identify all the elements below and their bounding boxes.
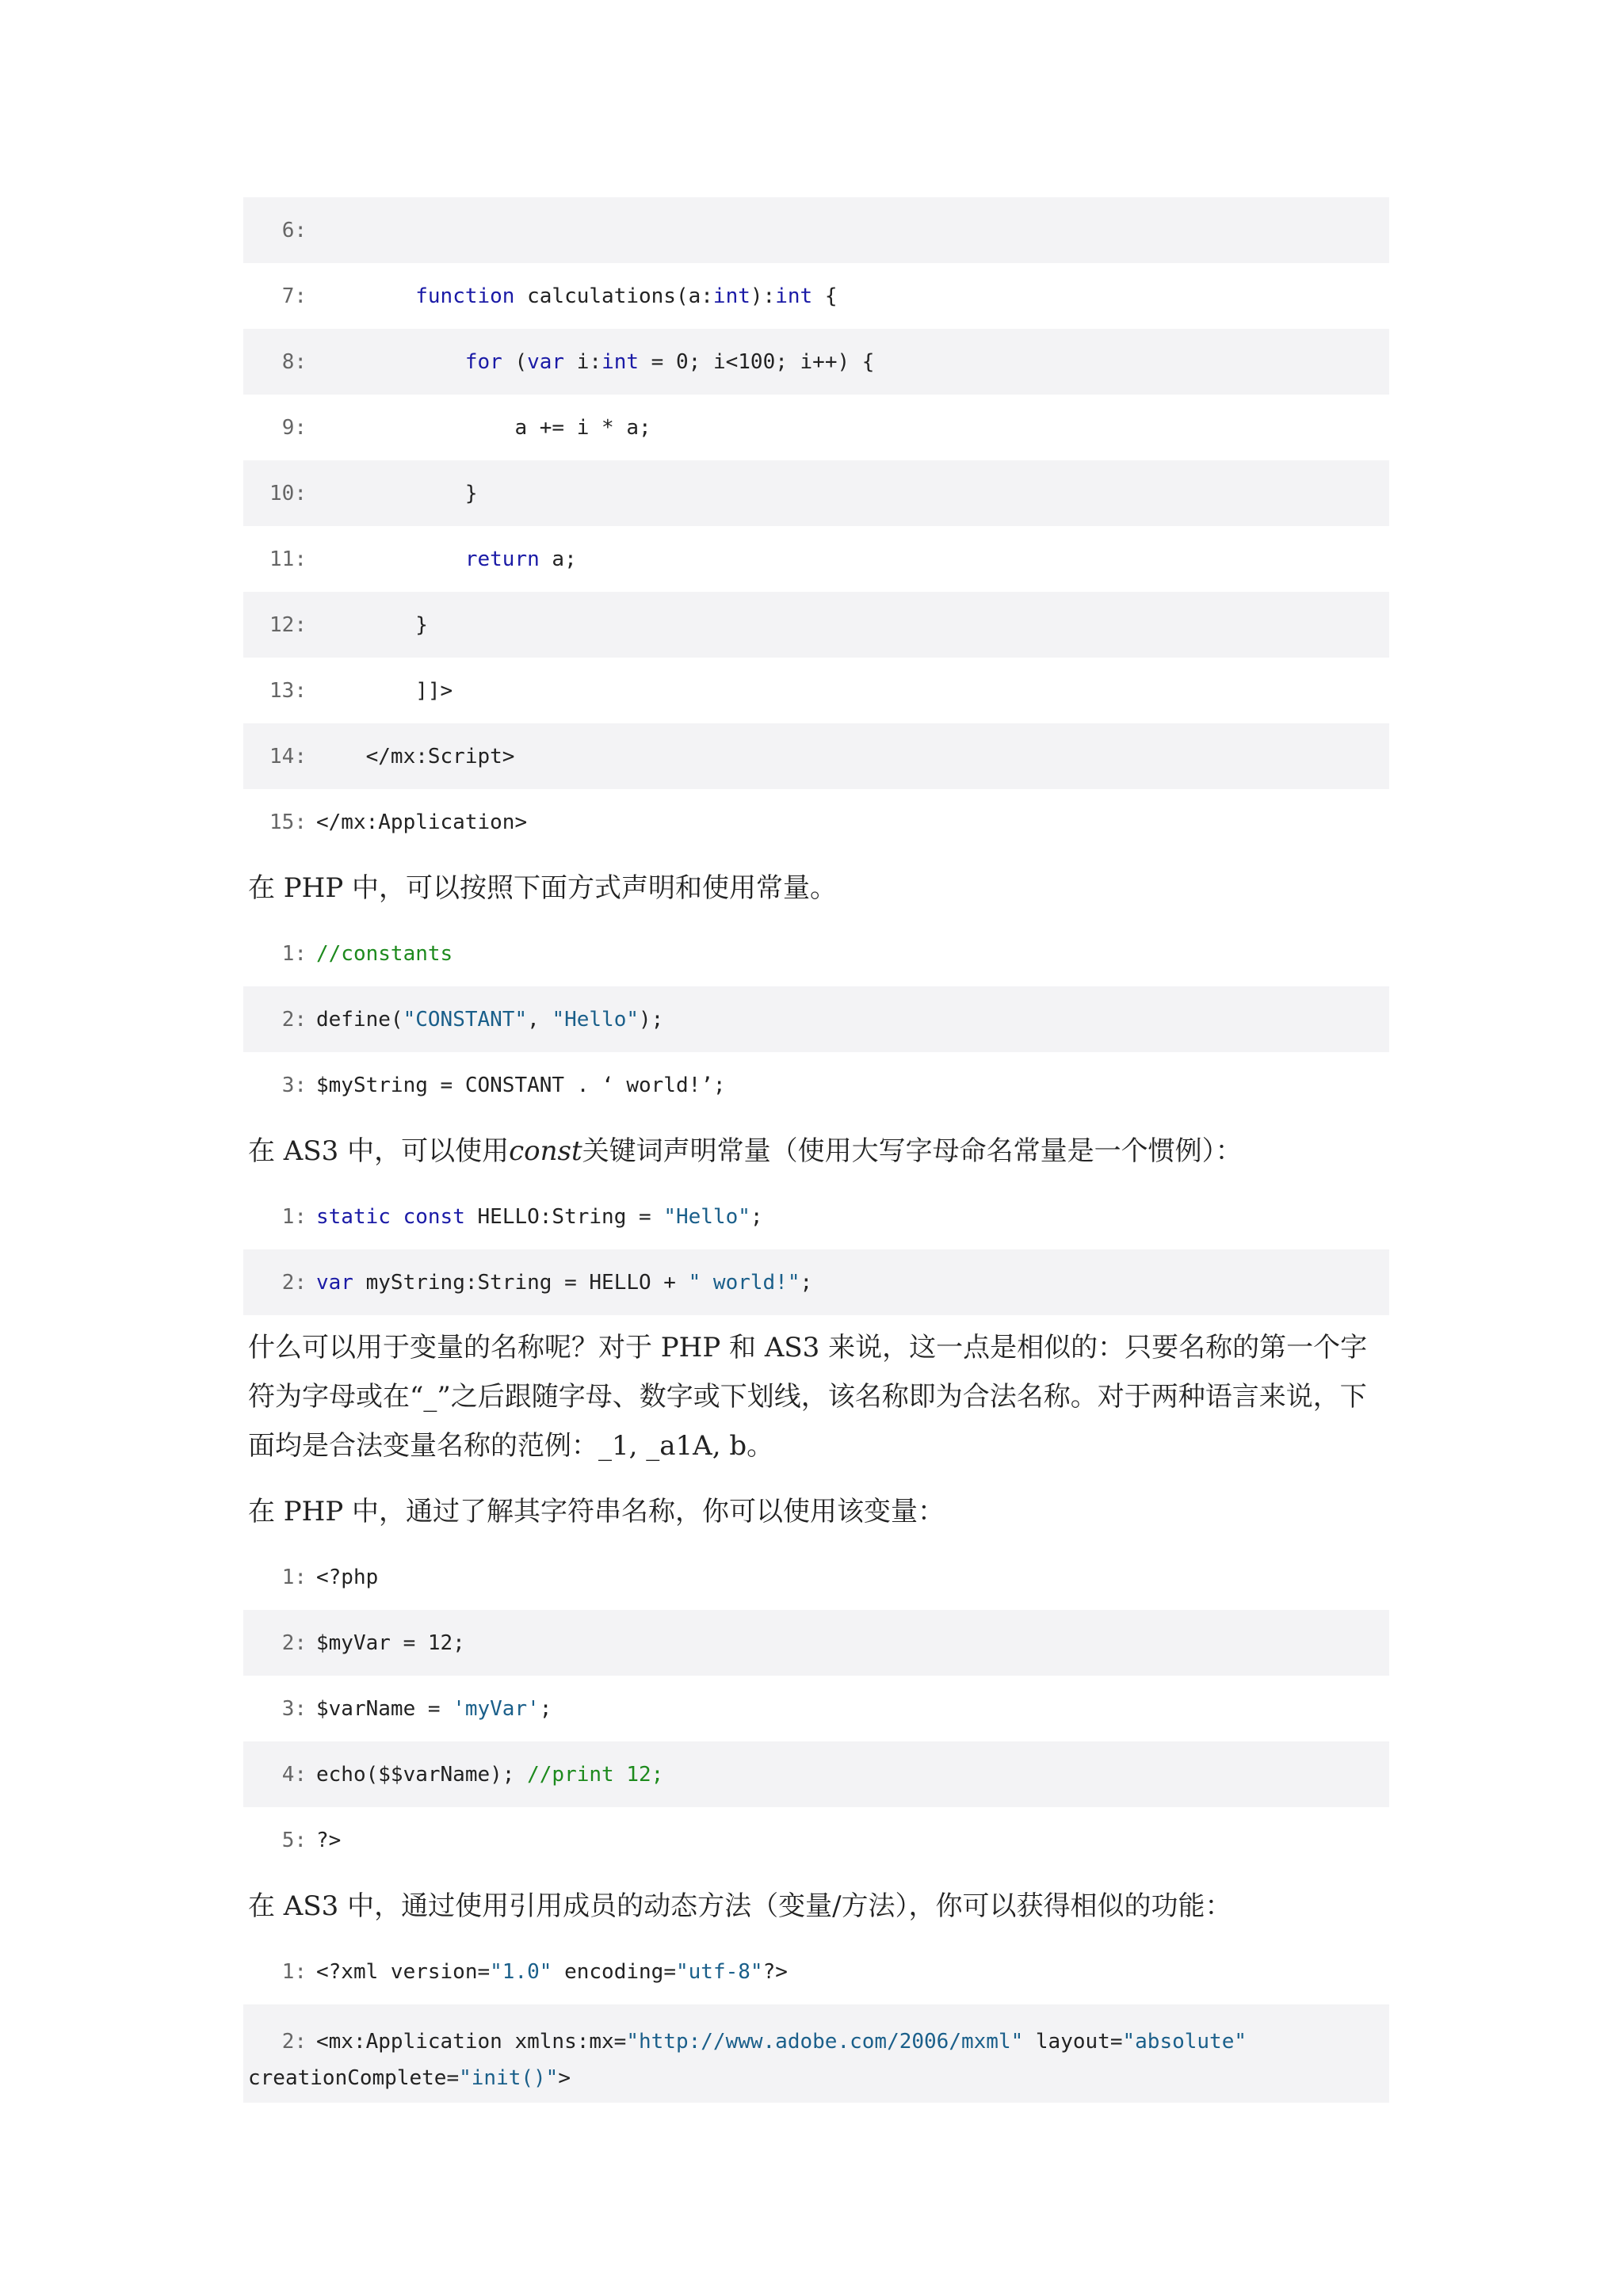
code-text [307, 1205, 763, 1229]
paragraph-line-2: 符为字母或在“_”之后跟随字母、数字或下划线，该名称即为合法名称。对于两种语言来说，下 [248, 1381, 1367, 1413]
code-text [307, 547, 577, 571]
code-line [243, 329, 1389, 395]
line-number: 14: [269, 744, 307, 769]
code-token: ; [800, 1270, 813, 1295]
code-token: "Hello" [552, 1007, 640, 1032]
code-text [307, 1829, 341, 1852]
code-token: ]]> [316, 678, 453, 703]
code-text [307, 810, 527, 834]
code-line-first-row [243, 2004, 1389, 2054]
code-text [307, 1960, 788, 1984]
code-token: ?> [316, 1828, 342, 1852]
code-token: " world!" [688, 1270, 800, 1295]
code-line [243, 723, 1389, 789]
code-token: int [712, 284, 750, 308]
line-number: 2: [281, 1630, 307, 1655]
code-token: creationComplete= [248, 2066, 460, 2090]
code-line [243, 1184, 1389, 1249]
line-number: 7: [281, 284, 307, 308]
line-number: 1: [281, 1565, 307, 1589]
code-token: > [558, 2066, 571, 2090]
code-token: "http://www.adobe.com/2006/mxml" [626, 2030, 1024, 2054]
code-token: { [812, 284, 838, 308]
code-line [243, 592, 1389, 658]
code-line [243, 789, 1389, 855]
code-block-as3-const [243, 1184, 1389, 1315]
code-text [307, 2030, 1247, 2054]
code-token: 'myVar' [453, 1696, 540, 1721]
code-token: </mx:Application> [316, 810, 528, 834]
code-line [243, 460, 1389, 526]
code-line [243, 1807, 1389, 1873]
code-line [243, 1544, 1389, 1610]
code-token: "absolute" [1122, 2030, 1247, 2054]
code-token [316, 284, 415, 308]
paragraph-as3-const-intro [243, 1118, 1389, 1184]
code-line-wrapped [243, 2004, 1389, 2103]
para2-before: 在 AS3 中，可以使用 [248, 1135, 510, 1167]
code-token: static [316, 1204, 391, 1229]
code-token: } [316, 481, 478, 505]
code-token: var [316, 1270, 353, 1295]
line-number: 1: [281, 1959, 307, 1984]
code-token: $myVar = 12; [316, 1630, 465, 1655]
paragraph-php-variable-variables: 在 PHP 中，通过了解其字符串名称，你可以使用该变量： [248, 1495, 945, 1527]
code-token: a; [539, 547, 577, 571]
code-text [307, 745, 514, 769]
code-token: HELLO:String = [464, 1204, 664, 1229]
code-token: var [527, 349, 565, 374]
code-line [243, 1939, 1389, 2004]
line-number: 3: [281, 1696, 307, 1721]
line-number: 2: [281, 1270, 307, 1295]
code-token: "Hello" [663, 1204, 750, 1229]
code-token [391, 1205, 403, 1229]
code-line [243, 1741, 1389, 1807]
paragraph-php-constants-intro: 在 PHP 中，可以按照下面方式声明和使用常量。 [248, 871, 838, 904]
code-token: return [464, 547, 540, 571]
code-token: myString:String = HELLO + [353, 1270, 689, 1295]
code-token: $varName = [316, 1696, 453, 1721]
code-block-as3-mxml [243, 1939, 1389, 2103]
line-number: 15: [269, 810, 307, 834]
code-text [307, 1631, 465, 1655]
code-token: ): [750, 284, 776, 308]
code-line [243, 1676, 1389, 1741]
code-token: ; [750, 1204, 763, 1229]
line-number: 13: [269, 678, 307, 703]
paragraph-line-1: 什么可以用于变量的名称呢？对于 PHP 和 AS3 来说，这一点是相似的：只要名称的第一个字 [248, 1332, 1368, 1363]
code-token: ?> [762, 1959, 788, 1984]
code-line [243, 921, 1389, 986]
line-number: 11: [269, 547, 307, 571]
code-block-mxml-script [243, 197, 1389, 855]
code-text [307, 1074, 726, 1097]
line-number: 4: [281, 1762, 307, 1787]
code-token: for [464, 349, 502, 374]
code-token: <?php [316, 1565, 379, 1589]
code-token: "init()" [459, 2066, 559, 2090]
code-text [307, 284, 837, 308]
code-line [243, 526, 1389, 592]
code-token: <?xml version= [316, 1959, 491, 1984]
para2-after: 关键词声明常量（使用大写字母命名常量是一个惯例）： [582, 1135, 1243, 1167]
line-number: 3: [281, 1073, 307, 1097]
code-token: ; [539, 1696, 552, 1721]
line-number: 5: [281, 1828, 307, 1852]
code-text [307, 350, 874, 374]
line-number: 1: [281, 941, 307, 966]
code-text [307, 1763, 663, 1787]
page-content [243, 197, 1389, 2103]
line-number: 10: [269, 481, 307, 505]
code-text [307, 1271, 812, 1295]
code-token: encoding= [552, 1959, 676, 1984]
line-number: 2: [281, 1007, 307, 1032]
code-text [307, 613, 428, 637]
code-token: //constants [316, 941, 453, 966]
code-block-php-variable-variables [243, 1544, 1389, 1873]
code-token: "utf-8" [675, 1959, 763, 1984]
code-line [243, 1249, 1389, 1315]
code-token: , [527, 1007, 552, 1032]
line-number: 1: [281, 1204, 307, 1229]
code-token: //print 12; [527, 1762, 664, 1787]
code-line [243, 658, 1389, 723]
code-token: function [415, 284, 515, 308]
code-block-php-constants [243, 921, 1389, 1118]
code-token: $myString = CONSTANT . ‘ world!’; [316, 1073, 726, 1097]
code-text [307, 416, 651, 440]
line-number: 12: [269, 612, 307, 637]
code-line [243, 986, 1389, 1052]
code-line-continuation [243, 2054, 1389, 2103]
paragraph-variable-names [243, 1315, 1389, 1478]
code-token: int [601, 349, 640, 374]
code-text [307, 1566, 378, 1589]
code-line [243, 1610, 1389, 1676]
code-token: layout= [1023, 2030, 1123, 2054]
code-text [307, 942, 453, 966]
paragraph-line-3: 面均是合法变量名称的范例：_1, _a1A, b。 [248, 1430, 774, 1462]
code-token [316, 547, 465, 571]
code-token: echo($$varName); [316, 1762, 528, 1787]
code-token: int [775, 284, 813, 308]
code-token: calculations(a: [514, 284, 713, 308]
line-number: 6: [281, 218, 307, 242]
code-line [243, 1052, 1389, 1118]
code-token [316, 350, 465, 374]
code-token: ( [502, 349, 528, 374]
paragraph-as3-dynamic-members: 在 AS3 中，通过使用引用成员的动态方法（变量/方法），你可以获得相似的功能： [248, 1890, 1232, 1922]
code-token: const [403, 1204, 465, 1229]
code-token: a += i * a; [316, 415, 651, 440]
code-text [307, 1697, 552, 1721]
line-number: 9: [281, 415, 307, 440]
code-text [307, 482, 478, 505]
code-line [243, 197, 1389, 263]
code-line [243, 263, 1389, 329]
line-number: 8: [281, 349, 307, 374]
code-token: = 0; i<100; i++) { [639, 349, 875, 374]
code-text [307, 679, 453, 703]
code-token: <mx:Application xmlns:mx= [316, 2030, 627, 2054]
code-token: define( [316, 1007, 403, 1032]
code-token: "CONSTANT" [403, 1007, 528, 1032]
code-token: ); [639, 1007, 664, 1032]
code-text [307, 1008, 663, 1032]
line-number: 2: [281, 2030, 307, 2054]
code-token: } [316, 612, 428, 637]
para2-keyword-const: const [509, 1135, 582, 1167]
code-token: "1.0" [490, 1959, 552, 1984]
code-token: i: [564, 349, 602, 374]
code-token: </mx:Script> [316, 744, 515, 769]
code-line [243, 395, 1389, 460]
